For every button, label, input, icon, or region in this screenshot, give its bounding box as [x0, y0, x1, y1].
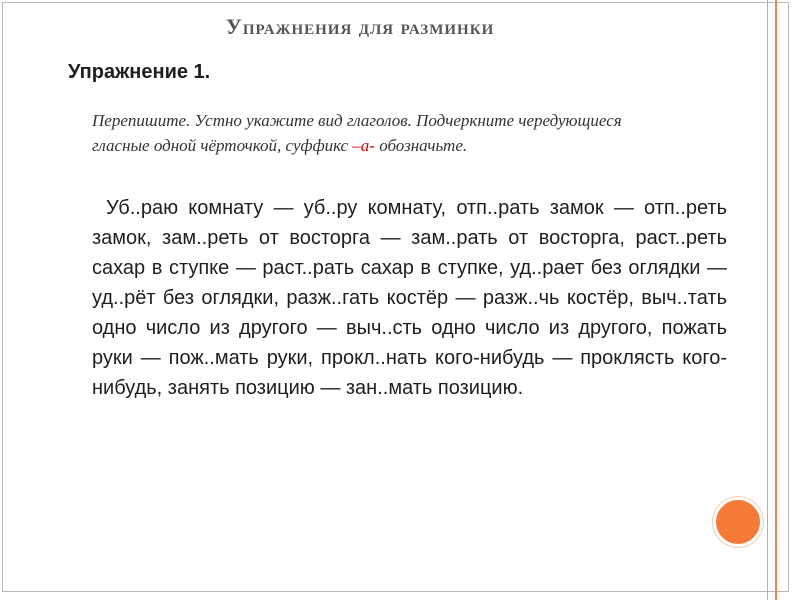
slide-title: Упражнения для разминки	[225, 14, 495, 39]
instruction-text-part1: Перепишите. Устно укажите вид глаголов. Подчеркните чередующиеся гласные одной чёрточкой, суффикс	[92, 111, 622, 155]
exercise-body-text: Уб..раю комнату — уб..ру комнату, отп..рать замок — отп..реть замок, зам..реть от восторга — зам..рать от восторга, раст..реть сахар в ступке — раст..рать сахар в ступке, уд..рает без оглядки — уд..рёт без оглядки, разж..гать костёр — разж..чь костёр, выч..тать одно число из другого — выч..сть одно число из другого, пожать руки — пож..мать руки, прокл..нать кого-нибудь — проклясть кого-нибудь, занять позицию — зан..мать позицию.	[92, 197, 727, 399]
instruction-suffix-highlight: –а-	[352, 136, 375, 155]
instruction-text-part2: обозначьте.	[374, 136, 468, 155]
decorative-orange-circle	[713, 497, 763, 547]
decorative-line-outer	[767, 0, 768, 600]
decorative-line-inner	[775, 0, 777, 600]
exercise-heading: Упражнение 1.	[68, 61, 211, 83]
exercise-instruction	[92, 108, 652, 158]
